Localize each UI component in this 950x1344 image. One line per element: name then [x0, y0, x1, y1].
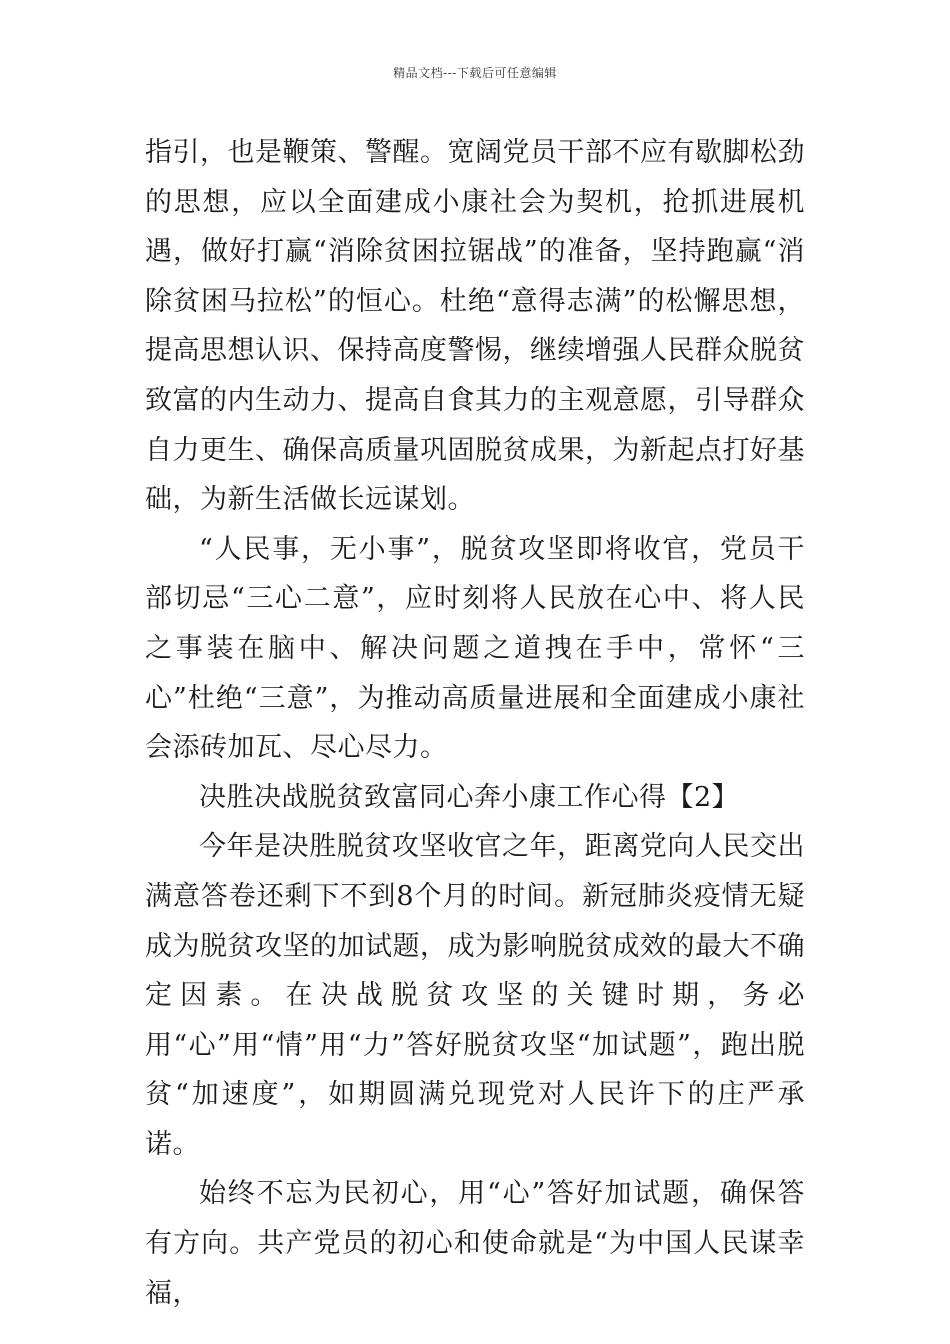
paragraph-3: 今年是决胜脱贫攻坚收官之年，距离党向人民交出满意答卷还剩下不到8个月的时间。新冠肺炎疫情无疑成为脱贫攻坚的加试题，成为影响脱贫成效的最大不确定因素。在决战脱贫攻坚的关键时期，务必用“心”用“情”用“力”答好脱贫攻坚“加试题”，跑出脱贫“加速度”，如期圆满兑现党对人民许下的庄严承诺。 [145, 831, 805, 1160]
page-header: 精品文档---下载后可任意编辑 [393, 66, 557, 80]
paragraph-2: “人民事，无小事”，脱贫攻坚即将收官，党员干部切忌“三心二意”，应时刻将人民放在心中、将人民之事装在脑中、解决问题之道拽在手中，常怀“三心”杜绝“三意”，为推动高质量进展和全面建成小康社会添砖加瓦、尽心尽力。 [145, 533, 805, 764]
document-body [145, 128, 805, 1318]
paragraph-1: 指引，也是鞭策、警醒。宽阔党员干部不应有歇脚松劲的思想，应以全面建成小康社会为契机，抢抓进展机遇，做好打赢“消除贫困拉锯战”的准备，坚持跑赢“消除贫困马拉松”的恒心。杜绝“意得志满”的松懈思想，提高思想认识、保持高度警惕，继续增强人民群众脱贫致富的内生动力、提高自食其力的主观意愿，引导群众自力更生、确保高质量巩固脱贫成果，为新起点打好基础，为新生活做长远谋划。 [145, 137, 805, 516]
paragraph-4: 始终不忘为民初心，用“心”答好加试题，确保答有方向。共产党员的初心和使命就是“为中国人民谋幸福， [145, 1178, 805, 1309]
section-heading: 决胜决战脱贫致富同心奔小康工作心得【2】 [199, 781, 740, 813]
